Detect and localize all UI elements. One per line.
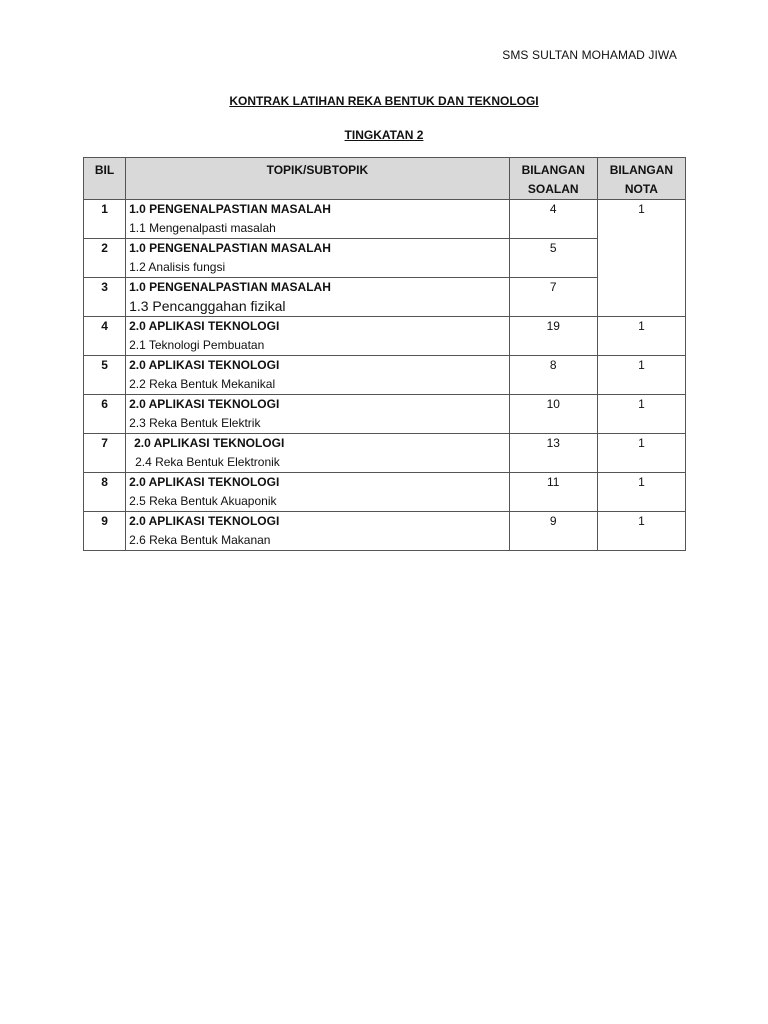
table-row-sub (84, 414, 686, 434)
table-row (84, 239, 686, 259)
table-row-sub (84, 492, 686, 512)
cell-topic: 1.0 PENGENALPASTIAN MASALAH (126, 278, 510, 298)
header-soalan-line1: BILANGAN (521, 163, 585, 177)
header-soalan-line2: SOALAN (527, 182, 579, 196)
cell-bil-empty (84, 453, 126, 473)
cell-bil: 6 (84, 395, 126, 415)
cell-bil: 8 (84, 473, 126, 493)
cell-bil: 4 (84, 317, 126, 337)
cell-bil-empty (84, 531, 126, 551)
cell-topic: 2.0 APLIKASI TEKNOLOGI (126, 317, 510, 337)
cell-nota: 1 (597, 200, 685, 317)
header-topik: TOPIK/SUBTOPIK (126, 158, 510, 200)
table-row (84, 473, 686, 493)
cell-soalan-empty (509, 219, 597, 239)
cell-subtopic: 2.4 Reka Bentuk Elektronik (126, 453, 510, 473)
document-subtitle: TINGKATAN 2 (344, 128, 424, 142)
table-row-sub (84, 531, 686, 551)
cell-nota: 1 (597, 356, 685, 395)
cell-soalan-empty (509, 414, 597, 434)
table-row (84, 356, 686, 376)
cell-soalan-empty (509, 258, 597, 278)
cell-soalan: 4 (509, 200, 597, 220)
table-row-sub (84, 453, 686, 473)
cell-soalan-empty (509, 297, 597, 317)
cell-topic: 2.0 APLIKASI TEKNOLOGI (126, 356, 510, 376)
cell-bil-empty (84, 375, 126, 395)
header-bilangan-soalan (509, 158, 597, 200)
cell-bil-empty (84, 258, 126, 278)
cell-bil: 2 (84, 239, 126, 259)
cell-soalan-empty (509, 531, 597, 551)
cell-nota: 1 (597, 473, 685, 512)
cell-soalan-empty (509, 492, 597, 512)
cell-topic: 2.0 APLIKASI TEKNOLOGI (126, 434, 510, 454)
contract-table (83, 157, 686, 551)
table-row-sub (84, 375, 686, 395)
table-row (84, 512, 686, 532)
cell-subtopic: 2.1 Teknologi Pembuatan (126, 336, 510, 356)
document-title: KONTRAK LATIHAN REKA BENTUK DAN TEKNOLOGI (229, 94, 539, 108)
school-name: SMS SULTAN MOHAMAD JIWA (502, 48, 677, 62)
cell-topic: 2.0 APLIKASI TEKNOLOGI (126, 512, 510, 532)
table-header-row (84, 158, 686, 200)
table-row (84, 200, 686, 220)
cell-bil-empty (84, 414, 126, 434)
cell-bil: 5 (84, 356, 126, 376)
cell-bil-empty (84, 219, 126, 239)
cell-bil: 7 (84, 434, 126, 454)
cell-soalan: 7 (509, 278, 597, 298)
cell-soalan: 10 (509, 395, 597, 415)
cell-subtopic: 2.3 Reka Bentuk Elektrik (126, 414, 510, 434)
cell-subtopic: 1.1 Mengenalpasti masalah (126, 219, 510, 239)
header-bil: BIL (84, 158, 126, 200)
cell-soalan: 9 (509, 512, 597, 532)
cell-soalan-empty (509, 375, 597, 395)
table-row (84, 395, 686, 415)
cell-subtopic: 2.5 Reka Bentuk Akuaponik (126, 492, 510, 512)
cell-soalan: 5 (509, 239, 597, 259)
cell-soalan-empty (509, 336, 597, 356)
cell-topic: 1.0 PENGENALPASTIAN MASALAH (126, 200, 510, 220)
cell-subtopic: 2.6 Reka Bentuk Makanan (126, 531, 510, 551)
cell-soalan: 8 (509, 356, 597, 376)
table-row (84, 278, 686, 298)
cell-soalan: 19 (509, 317, 597, 337)
cell-soalan: 11 (509, 473, 597, 493)
cell-bil: 3 (84, 278, 126, 298)
header-nota-line2: NOTA (624, 182, 658, 196)
cell-bil: 9 (84, 512, 126, 532)
cell-soalan-empty (509, 453, 597, 473)
cell-bil: 1 (84, 200, 126, 220)
table-row (84, 434, 686, 454)
cell-soalan: 13 (509, 434, 597, 454)
cell-topic: 2.0 APLIKASI TEKNOLOGI (126, 473, 510, 493)
cell-topic: 2.0 APLIKASI TEKNOLOGI (126, 395, 510, 415)
cell-nota: 1 (597, 395, 685, 434)
table-row-sub (84, 336, 686, 356)
cell-nota: 1 (597, 317, 685, 356)
header-nota-line1: BILANGAN (609, 163, 674, 177)
table-row-sub (84, 297, 686, 317)
cell-subtopic: 1.2 Analisis fungsi (126, 258, 510, 278)
cell-nota: 1 (597, 512, 685, 551)
cell-topic: 1.0 PENGENALPASTIAN MASALAH (126, 239, 510, 259)
table-row-sub (84, 219, 686, 239)
cell-bil-empty (84, 297, 126, 317)
cell-nota: 1 (597, 434, 685, 473)
cell-subtopic: 1.3 Pencanggahan fizikal (126, 297, 510, 317)
cell-subtopic: 2.2 Reka Bentuk Mekanikal (126, 375, 510, 395)
cell-bil-empty (84, 492, 126, 512)
cell-bil-empty (84, 336, 126, 356)
table-row-sub (84, 258, 686, 278)
header-bilangan-nota (597, 158, 685, 200)
table-row (84, 317, 686, 337)
